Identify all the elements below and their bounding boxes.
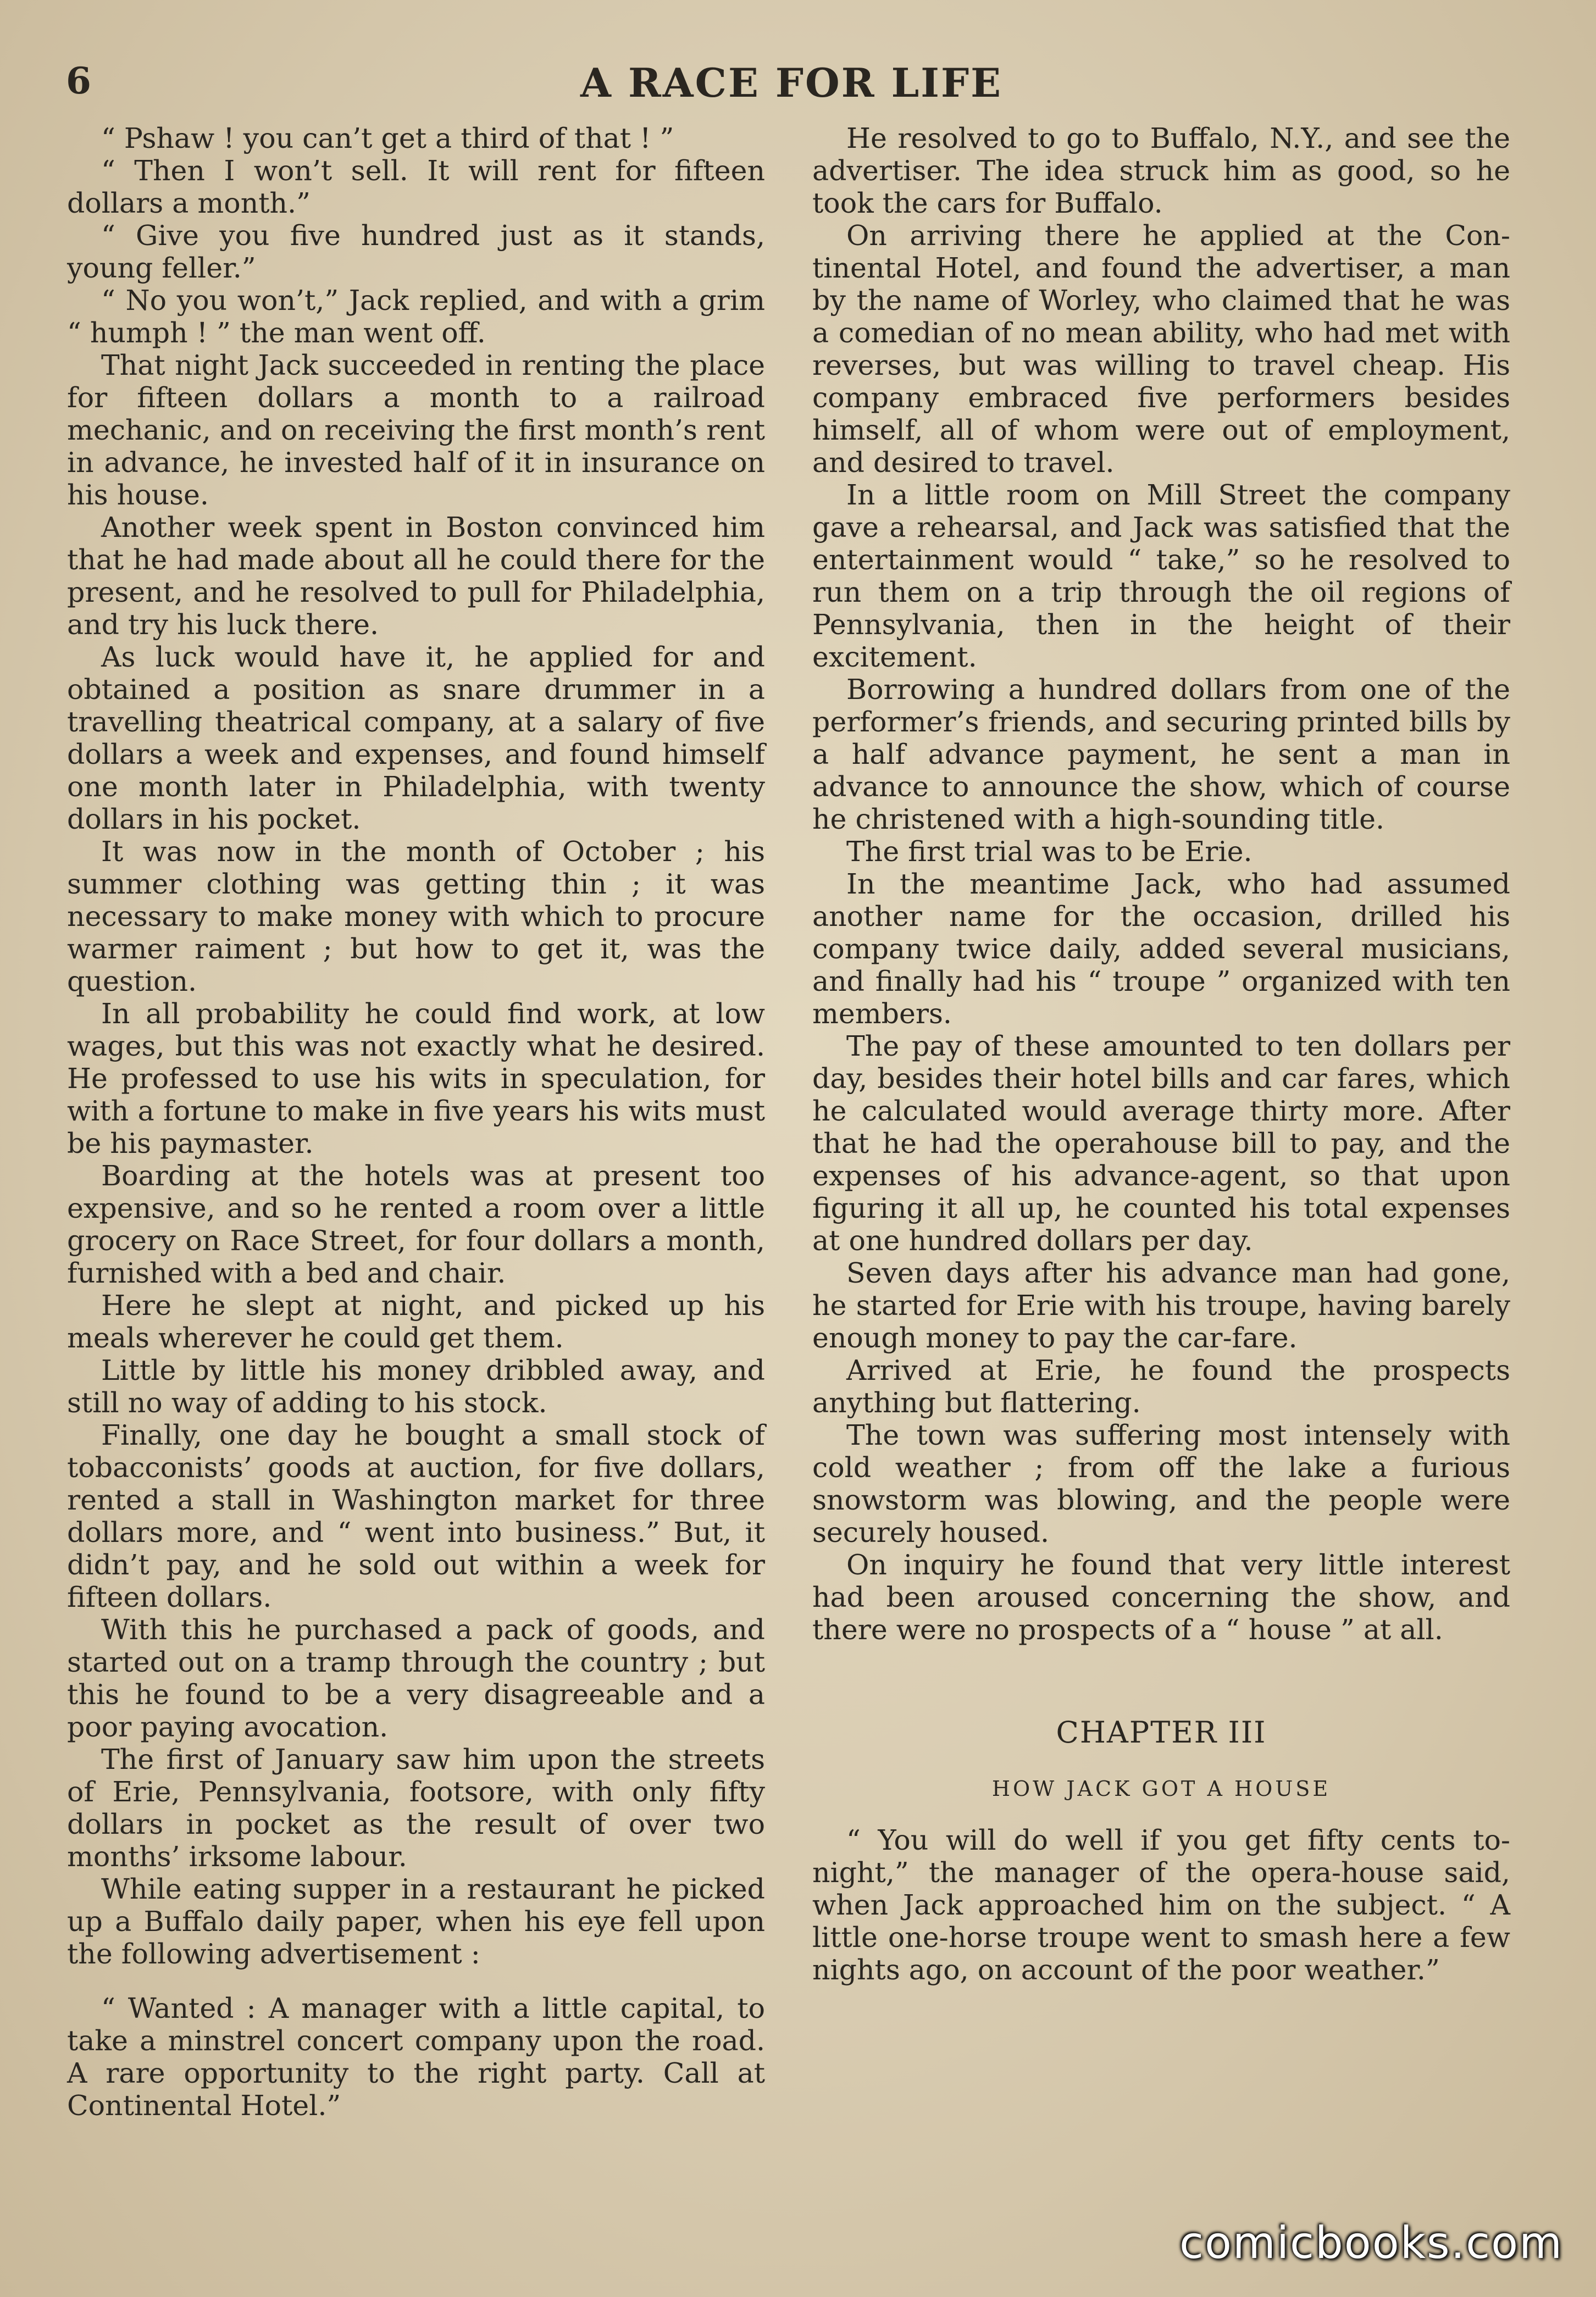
left-column (67, 122, 765, 2122)
paragraph: Seven days after his advance man had gone, he started for Erie with his troupe, having barely enough money to pay the car-fare. (812, 1257, 1510, 1354)
paragraph: In the meantime Jack, who had assumed another name for the occasion, drilled his company twice daily, added several musicians, and finally had his “ troupe ” organized with ten members. (812, 868, 1510, 1030)
paragraph: While eating supper in a restaurant he picked up a Buffalo daily paper, when his eye fell upon the following advertisement : (67, 1873, 765, 1970)
paragraph: In all probability he could find work, at low wages, but this was not exactly what he desired. He professed to use his wits in speculation, for with a fortune to make in five years his wits must be his paymaster. (67, 997, 765, 1159)
paragraph: The town was suffering most intensely with cold weather ; from off the lake a furious snowstorm was blowing, and the people were securely housed. (812, 1419, 1510, 1549)
paragraph: On inquiry he found that very little interest had been aroused concerning the show, and there were no prospects of a “ house ” at all. (812, 1549, 1510, 1646)
site-watermark: comicbooks.com (1179, 2217, 1563, 2268)
advertisement-quote: “ Wanted : A manager with a little capital, to take a minstrel concert company upon the road. A rare opportunity to the right party. Call at Continental Hotel.” (67, 1992, 765, 2122)
paragraph: It was now in the month of October ; his summer clothing was getting thin ; it was necessary to make money with which to procure warmer raiment ; but how to get it, was the question. (67, 835, 765, 997)
paragraph: Another week spent in Boston convinced him that he had made about all he could there for the present, and he resolved to pull for Philadelphia, and try his luck there. (67, 511, 765, 641)
paragraph: The first of January saw him upon the streets of Erie, Pennsylvania, footsore, with only fifty dollars in pocket as the result of over two months’ irksome labour. (67, 1743, 765, 1873)
paragraph: The first trial was to be Erie. (846, 835, 1253, 868)
paragraph: With this he purchased a pack of goods, and started out on a tramp through the country ; but this he found to be a very disagreeable and a poor paying avocation. (67, 1613, 765, 1743)
paragraph: “ You will do well if you get fifty cents to-night,” the manager of the opera-house said, when Jack approached him on the subject. “ A little one-horse troupe went to smash here a few nights ago, on account of the poor weather.” (812, 1824, 1510, 1986)
paragraph: The pay of these amounted to ten dollars per day, besides their hotel bills and car fares, which he calculated would average thirty more. After that he had the operahouse bill to pay, and the expenses of his advance-agent, so that upon figuring it all up, he counted his total expenses at one hundred dollars per day. (812, 1030, 1510, 1257)
paragraph: As luck would have it, he applied for and obtained a position as snare drummer in a travelling theatrical company, at a salary of five dollars a week and expenses, and found himself one month later in Philadelphia, with twenty dollars in his pocket. (67, 641, 765, 835)
paragraph: Boarding at the hotels was at present too expensive, and so he rented a room over a little grocery on Race Street, for four dollars a month, furnished with a bed and chair. (67, 1159, 765, 1289)
running-title: A RACE FOR LIFE (580, 59, 1002, 106)
page-number: 6 (66, 59, 91, 102)
right-column (812, 122, 1510, 1986)
page-header (66, 59, 1517, 120)
paragraph: That night Jack succeeded in renting the place for fifteen dollars a month to a railroad mechanic, and on receiving the first month’s rent in advance, he invested half of it in insurance on his house. (67, 349, 765, 511)
paragraph: Here he slept at night, and picked up his meals wherever he could get them. (67, 1289, 765, 1354)
paragraph: Borrowing a hundred dollars from one of the performer’s friends, and securing printed bills by a half advance payment, he sent a man in advance to announce the show, which of course he christened with a high-sounding title. (812, 673, 1510, 835)
paragraph: “ No you won’t,” Jack replied, and with a grim “ humph ! ” the man went off. (67, 284, 765, 349)
paragraph: In a little room on Mill Street the company gave a rehearsal, and Jack was satisfied that the entertainment would “ take,” so he resolved to run them on a trip through the oil regions of Pennsylvania, then in the height of their excitement. (812, 479, 1510, 673)
chapter-title: CHAPTER III (1056, 1715, 1267, 1750)
paragraph: “ Pshaw ! you can’t get a third of that ! ” (101, 122, 674, 154)
paragraph: Little by little his money dribbled away, and still no way of adding to his stock. (67, 1354, 765, 1419)
chapter-subtitle: HOW JACK GOT A HOUSE (991, 1777, 1331, 1801)
paragraph: On arriving there he applied at the Continental Hotel, and found the advertiser, a man by the name of Worley, who claimed that he was a comedian of no mean ability, who had met with reverses, but was willing to travel cheap. His company embraced five performers besides himself, all of whom were out of employment, and desired to travel. (812, 219, 1510, 479)
paragraph: Finally, one day he bought a small stock of tobacconists’ goods at auction, for five dollars, rented a stall in Washington market for three dollars more, and “ went into business.” But, it didn’t pay, and he sold out within a week for fifteen dollars. (67, 1419, 765, 1613)
paragraph: Arrived at Erie, he found the prospects anything but flattering. (812, 1354, 1510, 1419)
paragraph: “ Then I won’t sell. It will rent for fifteen dollars a month.” (67, 154, 765, 219)
paragraph: He resolved to go to Buffalo, N.Y., and see the advertiser. The idea struck him as good, so he took the cars for Buffalo. (812, 122, 1510, 219)
paragraph: “ Give you five hundred just as it stands, young feller.” (67, 219, 765, 284)
